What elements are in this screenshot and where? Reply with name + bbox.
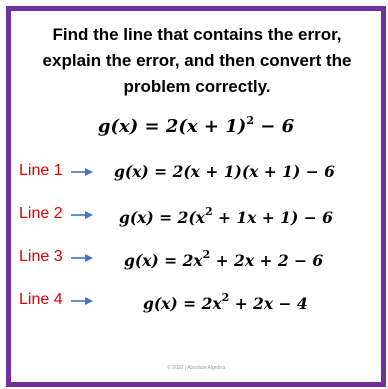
line-3-expression	[124, 248, 323, 270]
line-3-rhs-a: 2x	[182, 251, 203, 270]
line-2-label: Line 2	[19, 205, 63, 222]
given-exponent: 2	[246, 114, 254, 127]
worksheet-card	[6, 6, 386, 387]
line-2-expression	[119, 205, 333, 227]
line-2-rhs-a: 2(x	[177, 208, 205, 227]
given-equation	[11, 114, 381, 137]
line-4-rhs-b: + 2x − 4	[229, 294, 308, 313]
line-1-equals: =	[154, 162, 168, 181]
arrow-right-icon	[71, 166, 93, 178]
copyright-footer: © 2020 | Absolute Algebra	[167, 365, 225, 371]
line-3-exponent: 2	[202, 248, 211, 261]
line-3-label: Line 3	[19, 248, 63, 265]
line-4-label: Line 4	[19, 291, 63, 308]
line-4-exponent: 2	[221, 291, 230, 304]
line-2-rhs-b: + 1x + 1) − 6	[212, 208, 333, 227]
instructions-text: Find the line that contains the error, explain the error, and then convert the problem correctly.	[42, 25, 352, 96]
given-tail: − 6	[253, 116, 295, 137]
given-rhs: 2(x + 1)	[165, 116, 247, 137]
arrow-right-icon	[71, 209, 93, 221]
line-4-expression	[143, 291, 308, 313]
line-3-equals: =	[164, 251, 178, 270]
line-2-equals: =	[159, 208, 173, 227]
line-3-lhs: g(x)	[124, 251, 159, 270]
line-2-lhs: g(x)	[119, 208, 154, 227]
line-3-rhs-b: + 2x + 2 − 6	[210, 251, 324, 270]
line-1-expression	[114, 162, 335, 181]
line-4-equals: =	[183, 294, 197, 313]
line-2-exponent: 2	[204, 205, 213, 218]
line-4-rhs-a: 2x	[201, 294, 222, 313]
line-4-lhs: g(x)	[143, 294, 178, 313]
line-1-label: Line 1	[19, 162, 63, 179]
line-1-lhs: g(x)	[114, 162, 149, 181]
given-equals: =	[144, 116, 160, 137]
given-lhs: g(x)	[97, 116, 139, 137]
line-1-rhs: 2(x + 1)(x + 1) − 6	[172, 162, 335, 181]
arrow-right-icon	[71, 252, 93, 264]
arrow-right-icon	[71, 295, 93, 307]
